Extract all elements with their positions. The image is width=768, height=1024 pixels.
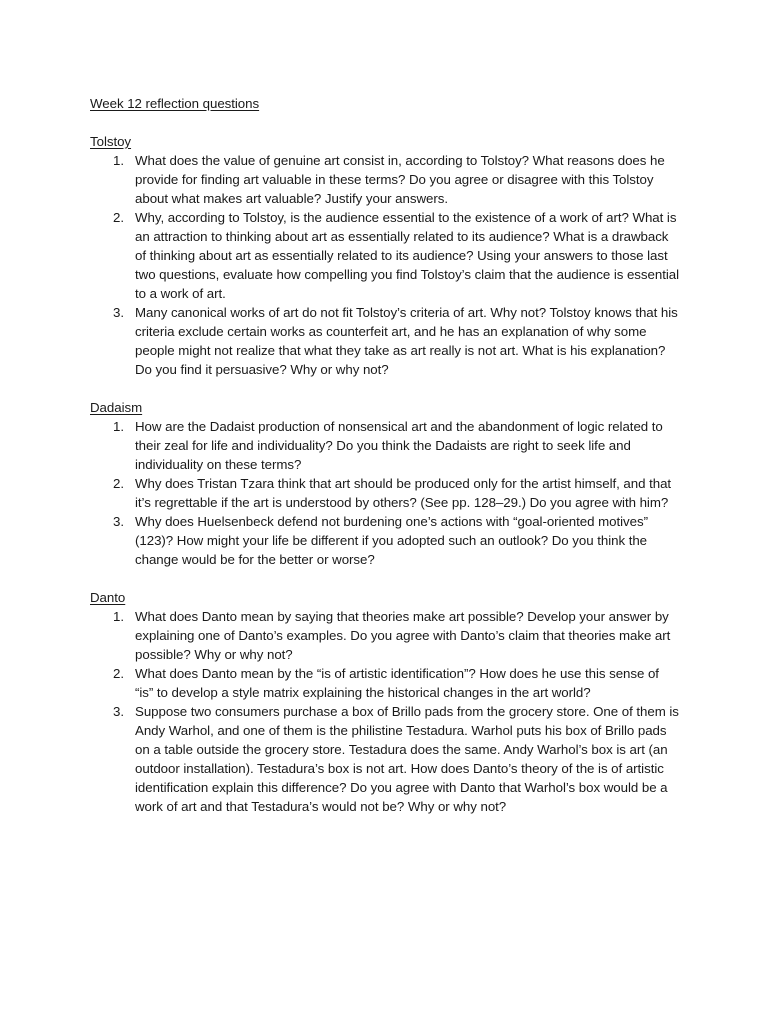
question-number: 2. [113,476,124,491]
question-list [90,417,680,569]
list-item [90,474,680,512]
list-item [90,607,680,664]
list-item [90,512,680,569]
list-item [90,151,680,208]
section-heading: Danto [90,590,126,605]
question-text: Why, according to Tolstoy, is the audience essential to the existence of a work of art? What is an attraction to thinking about art as essentially related to its audience? What is a drawback of thinking about art as essentially related to its audience? Using your answers to those last two questions, evaluate how compelling you find Tolstoy’s claim that the audience is essential to a work of art. [135,210,679,301]
list-item [90,664,680,702]
section-dadaism [90,398,680,569]
question-text: Suppose two consumers purchase a box of Brillo pads from the grocery store. One of them is Andy Warhol, and one of them is the philistine Testadura. Warhol puts his box of Brillo pads on a table outside the grocery store. Testadura does the same. Andy Warhol’s box is art (an outdoor installation). Testadura’s box is not art. How does Danto’s theory of the is of artistic identification explain this difference? Do you agree with Danto that Warhol’s box would be a work of art and that Testadura’s would not be? Why or why not? [135,704,679,814]
section-heading: Dadaism [90,400,143,415]
section-danto [90,588,680,816]
question-text: How are the Dadaist production of nonsensical art and the abandonment of logic related to their zeal for life and individuality? Do you think the Dadaists are right to seek life and individuality on these terms? [135,419,663,472]
question-text: Why does Tristan Tzara think that art should be produced only for the artist himself, and that it’s regrettable if the art is understood by others? (See pp. 128–29.) Do you agree with him? [135,476,672,510]
question-number: 1. [113,609,124,624]
list-item [90,702,680,816]
list-item [90,208,680,303]
question-number: 1. [113,153,124,168]
question-text: Many canonical works of art do not fit Tolstoy’s criteria of art. Why not? Tolstoy knows that his criteria exclude certain works as counterfeit art, and he has an explanation of why some people might not realize that what they take as art really is not art. What is his explanation? Do you find it persuasive? Why or why not? [135,305,678,377]
question-list [90,607,680,816]
question-number: 2. [113,666,124,681]
question-text: Why does Huelsenbeck defend not burdening one’s actions with “goal-oriented motives” (123)? How might your life be different if you adopted such an outlook? Do you think the change would be for the better or worse? [135,514,648,567]
list-item [90,303,680,379]
section-tolstoy [90,132,680,379]
question-number: 3. [113,305,124,320]
question-number: 2. [113,210,124,225]
document-title: Week 12 reflection questions [90,96,260,111]
question-text: What does the value of genuine art consist in, according to Tolstoy? What reasons does he provide for finding art valuable in these terms? Do you agree or disagree with this Tolstoy about what makes art valuable? Justify your answers. [135,153,665,206]
question-number: 3. [113,704,124,719]
question-number: 1. [113,419,124,434]
question-number: 3. [113,514,124,529]
section-heading: Tolstoy [90,134,132,149]
list-item [90,417,680,474]
question-list [90,151,680,379]
question-text: What does Danto mean by the “is of artistic identification”? How does he use this sense of “is” to develop a style matrix explaining the historical changes in the art world? [135,666,659,700]
question-text: What does Danto mean by saying that theories make art possible? Develop your answer by explaining one of Danto’s examples. Do you agree with Danto’s claim that theories make art possible? Why or why not? [135,609,671,662]
document-body [90,94,680,835]
